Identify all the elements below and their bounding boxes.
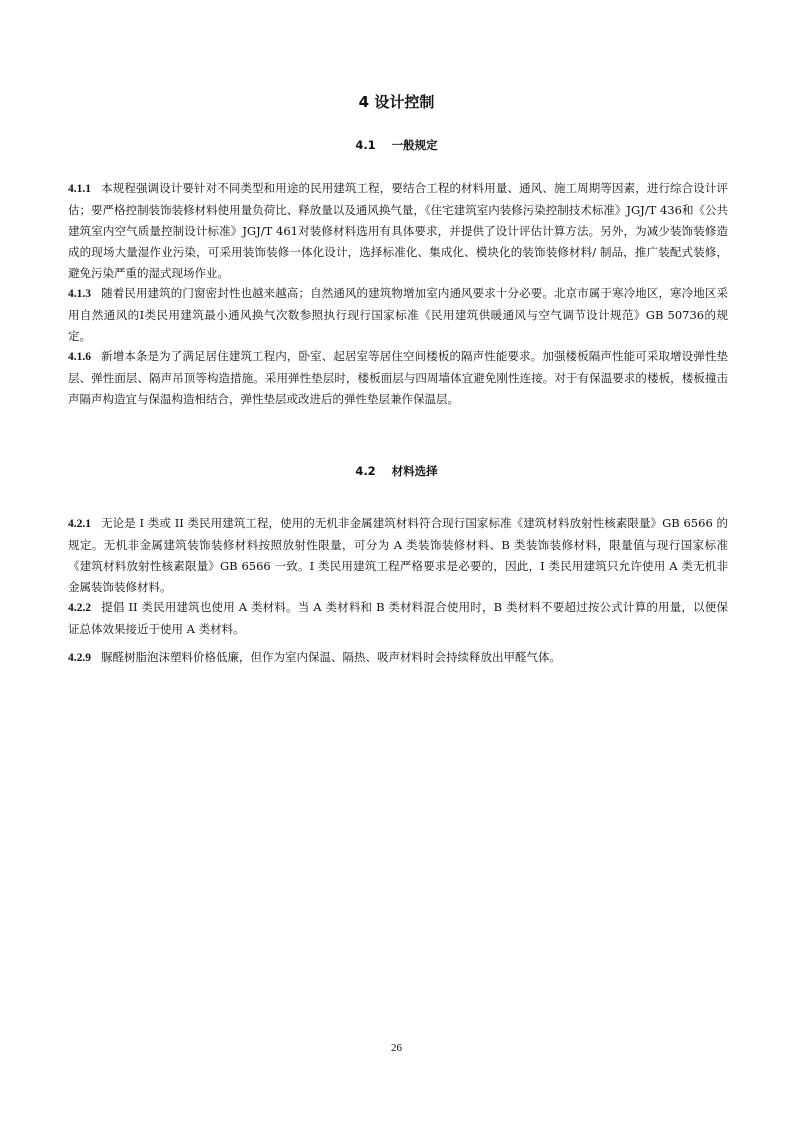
section-number: 4.2	[355, 464, 376, 478]
clause-text: 提倡 II 类民用建筑也使用 A 类材料。当 A 类材料和 B 类材料混合使用时，B 类材料不要超过按公式计算的用量，以便保证总体效果接近于使用 A 类材料。	[68, 600, 728, 636]
page-number: 26	[391, 1042, 402, 1054]
clause-text: 随着民用建筑的门窗密封性也越来越高；自然通风的建筑物增加室内通风要求十分必要。北京市属于寒冷地区，寒冷地区采用自然通风的I类民用建筑最小通风换气次数参照执行现行国家标准《民用建筑供暖通风与空气调节设计规范》GB 50736的规定。	[68, 286, 728, 343]
clause-number: 4.1.6	[68, 351, 91, 363]
section-heading-4-1	[0, 137, 793, 153]
section-number: 4.1	[355, 138, 376, 152]
clause-4-2-1	[68, 513, 728, 598]
clause-4-2-9	[68, 647, 728, 669]
clause-number: 4.1.1	[68, 183, 91, 195]
clause-4-1-1	[68, 178, 728, 284]
section-title: 一般规定	[391, 138, 438, 152]
section-title: 材料选择	[391, 464, 438, 478]
clause-number: 4.2.9	[68, 652, 91, 664]
clause-text: 新增本条是为了满足居住建筑工程内，卧室、起居室等居住空间楼板的隔声性能要求。加强楼板隔声性能可采取增设弹性垫层、弹性面层、隔声吊顶等构造措施。采用弹性垫层时，楼板面层与四周墙体宜避免刚性连接。对于有保温要求的楼板，楼板撞击声隔声构造宜与保温构造相结合，弹性垫层或改进后的弹性垫层兼作保温层。	[68, 349, 728, 406]
clause-4-2-2	[68, 597, 728, 640]
clause-text: 无论是 I 类或 II 类民用建筑工程，使用的无机非金属建筑材料符合现行国家标准《建筑材料放射性核素限量》GB 6566 的规定。无机非金属建筑装饰装修材料按照放射性限量，可分为 A 类装饰装修材料、B 类装饰装修材料，限量值与现行国家标准《建筑材料放射性核素限量》GB 6566 一致。I 类民用建筑工程严格要求是必要的，因此，I 类民用建筑只允许使用 A 类无机非金属装饰装修材料。	[68, 516, 728, 594]
clause-4-1-3	[68, 283, 728, 347]
clause-number: 4.1.3	[68, 288, 91, 300]
clause-text: 本规程强调设计要针对不同类型和用途的民用建筑工程，要结合工程的材料用量、通风、施工周期等因素，进行综合设计评估；要严格控制装饰装修材料使用量负荷比、释放量以及通风换气量，《住宅建筑室内装修污染控制技术标准》JGJ/T 436和《公共建筑室内空气质量控制设计标准》JGJ/T 461对装修材料选用有具体要求，并提供了设计评估计算方法。另外，为减少装饰装修造成的现场大量湿作业污染，可采用装饰装修一体化设计，选择标准化、集成化、模块化的装饰装修材料/ 制品，推广装配式装修，避免污染严重的湿式现场作业。	[68, 181, 728, 280]
clause-4-1-6	[68, 346, 728, 410]
clause-number: 4.2.1	[68, 518, 91, 530]
chapter-title: 4 设计控制	[358, 93, 435, 111]
clause-number: 4.2.2	[68, 602, 91, 614]
section-heading-4-2	[0, 463, 793, 479]
clause-text: 脲醛树脂泡沫塑料价格低廉，但作为室内保温、隔热、吸声材料时会持续释放出甲醛气体。	[101, 650, 561, 664]
